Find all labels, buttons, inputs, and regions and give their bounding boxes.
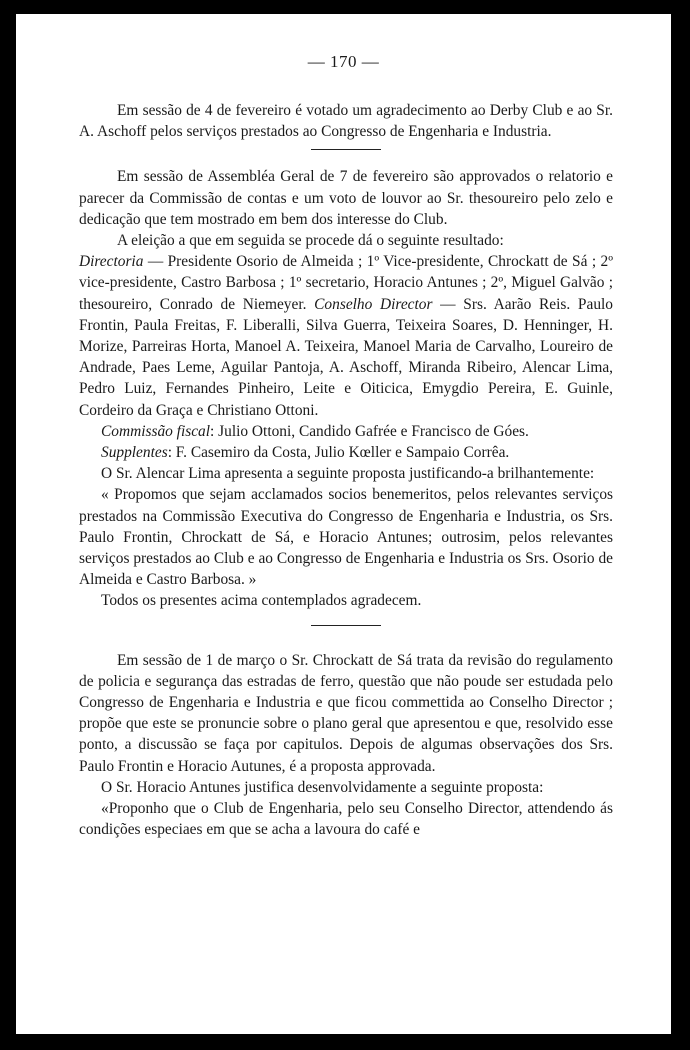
- paragraph-eleicao: A eleição a que em seguida se procede dá o seguinte resultado:: [117, 232, 504, 250]
- book-page: [16, 14, 671, 1034]
- paragraph-proponho: «Proponho que o Club de Engenharia, pelo seu Conselho Director, attendendo ás condições especiaes em que se acha a lavoura do café e: [79, 800, 613, 839]
- page-body: [79, 100, 613, 841]
- directoria-text: — Presidente Osorio de Almeida ; 1º Vice-presidente, Chrockatt de Sá ; 2º vice-presidente, Castro Barbosa ; 1º secretario, Horacio Antunes ; 2º, Miguel Galvão ; thesoureiro, Conrado de Niemeyer.: [79, 253, 613, 313]
- conselho-label: Conselho Director: [314, 295, 433, 313]
- paragraph-horacio-antunes: O Sr. Horacio Antunes justifica desenvolvidamente a seguinte proposta:: [101, 778, 544, 796]
- paragraph-directoria: [79, 251, 613, 421]
- section-divider: [311, 149, 381, 150]
- supplentes-label: Supplentes: [101, 444, 168, 462]
- supplentes-text: : F. Casemiro da Costa, Julio Kœller e Sampaio Corrêa.: [167, 444, 510, 462]
- paragraph-derby-club: Em sessão de 4 de fevereiro é votado um agradecimento ao Derby Club e ao Sr. A. Aschoff pelos serviços prestados ao Congresso de Engenharia e Industria.: [79, 102, 613, 141]
- paragraph-proposta-benemeritos: « Propomos que sejam acclamados socios benemeritos, pelos relevantes serviços prestados na Commissão Executiva do Congresso de Engenharia e Industria, os Srs. Paulo Frontin, Chrockatt de Sá, e Horacio Antunes; outrosim, pelos relevantes serviços prestados ao Club e ao Congresso de Engenharia e Industria os Srs. Osorio de Almeida e Castro Barbosa. »: [79, 486, 613, 589]
- page-number: — 170 —: [307, 52, 380, 71]
- commissao-label: Commissão fiscal: [101, 422, 211, 440]
- paragraph-commissao-fiscal: [79, 421, 613, 442]
- paragraph-marco: Em sessão de 1 de março o Sr. Chrockatt de Sá trata da revisão do regulamento de policia e segurança das estradas de ferro, questão que não poude ser estudada pelo Congresso de Engenharia e Industria e que ficou commettida ao Conselho Director ; propõe que este se pronuncie sobre o plano geral que apresentou e que, resolvido esse ponto, a discussão se faça por capitulos. Depois de algumas observações dos Srs. Paulo Frontin e Horacio Autunes, é a proposta approvada.: [79, 651, 613, 775]
- commissao-text: : Julio Ottoni, Candido Gafrée e Francisco de Góes.: [210, 422, 529, 440]
- paragraph-agradecem: Todos os presentes acima contemplados agradecem.: [101, 592, 422, 610]
- paragraph-alencar-lima: O Sr. Alencar Lima apresenta a seguinte proposta justificando-a brilhantemente:: [101, 465, 595, 483]
- paragraph-supplentes: [79, 442, 613, 463]
- section-divider: [311, 625, 381, 626]
- paragraph-assembleia: Em sessão de Assembléa Geral de 7 de fevereiro são approvados o relatorio e parecer da Commissão de contas e um voto de louvor ao Sr. thesoureiro pelo zelo e dedicação que tem mostrado em bem dos interesse do Club.: [79, 168, 613, 228]
- directoria-label: Directoria: [79, 253, 144, 271]
- conselho-text: — Srs. Aarão Reis. Paulo Frontin, Paula Freitas, F. Liberalli, Silva Guerra, Teixeira Soares, D. Henninger, H. Morize, Parreiras Horta, Manoel A. Teixeira, Manoel Maria de Carvalho, Loureiro de Andrade, Paes Leme, Aguilar Pantoja, A. Aschoff, Miranda Ribeiro, Alencar Lima, Pedro Luiz, Fernandes Pinheiro, Leite e Oiticica, Emygdio Pereira, E. Guinle, Cordeiro da Graça e Christiano Ottoni.: [79, 295, 613, 419]
